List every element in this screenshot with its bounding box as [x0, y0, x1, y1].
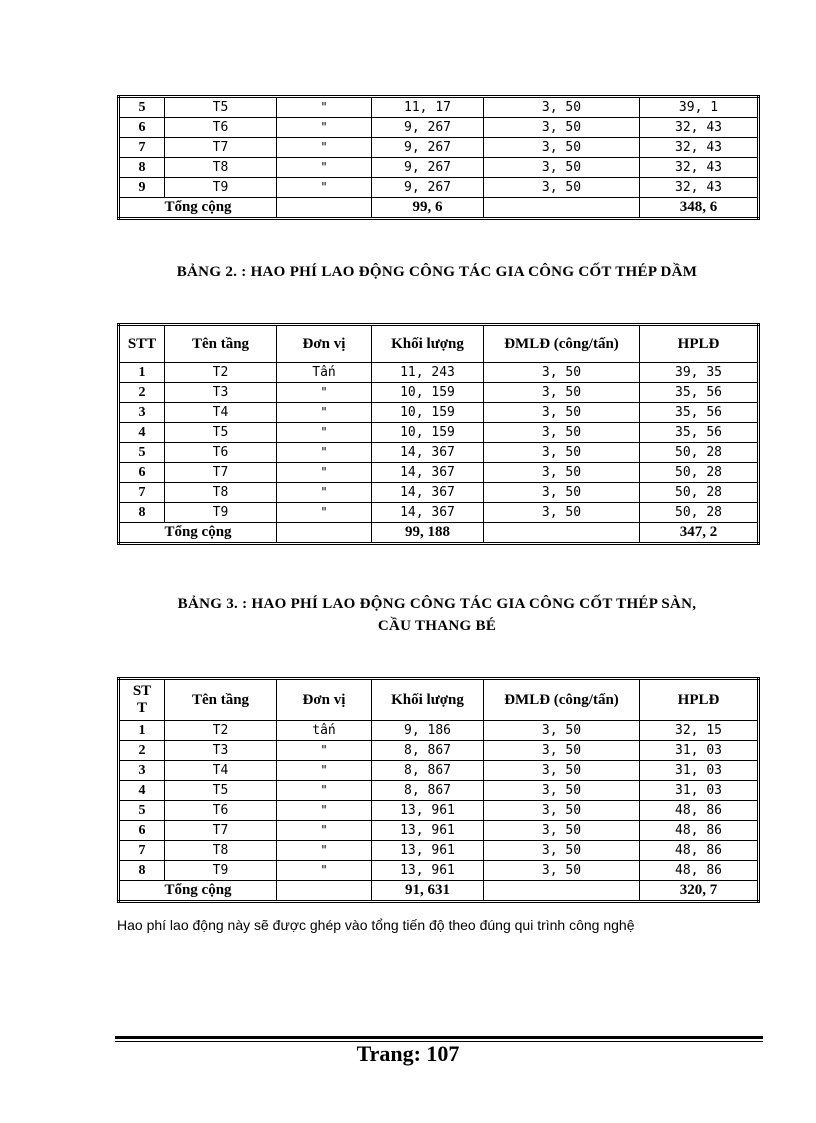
- table-1-body: [119, 97, 759, 219]
- table-3-caption: [117, 593, 757, 637]
- header-unit: Đơn vị: [277, 679, 372, 721]
- table-header-row: [119, 325, 759, 363]
- table-1: [117, 95, 760, 220]
- table-3-caption-line-1: BẢNG 3. : HAO PHÍ LAO ĐỘNG CÔNG TÁC GIA CÔNG CỐT THÉP SÀN,: [177, 596, 697, 612]
- header-norm: ĐMLĐ (công/tấn): [484, 325, 640, 363]
- table-3: [117, 677, 760, 903]
- table-row: 9 T9 " 9, 267 3, 50 32, 43: [119, 178, 759, 198]
- page-number: Trang: 107: [356, 1041, 460, 1066]
- table-row: 5 T6 " 14, 367 3, 50 50, 28: [119, 443, 759, 463]
- header-floor: Tên tầng: [165, 325, 277, 363]
- table-2: [117, 323, 760, 545]
- table-row: 6 T7 " 13, 961 3, 50 48, 86: [119, 821, 759, 841]
- table-row: 8 T9 " 14, 367 3, 50 50, 28: [119, 503, 759, 523]
- table-total-row: Tổng cộng 99, 6 348, 6: [119, 198, 759, 219]
- header-stt: ST T: [119, 679, 165, 721]
- table-row: 3 T4 " 10, 159 3, 50 35, 56: [119, 403, 759, 423]
- table-row: 8 T9 " 13, 961 3, 50 48, 86: [119, 861, 759, 881]
- header-norm: ĐMLĐ (công/tấn): [484, 679, 640, 721]
- footer-divider-thick: [115, 1036, 763, 1039]
- table-row: 5 T5 " 11, 17 3, 50 39, 1: [119, 97, 759, 118]
- table-row: 7 T8 " 13, 961 3, 50 48, 86: [119, 841, 759, 861]
- table-3-caption-line-2: CẦU THANG BÉ: [377, 618, 497, 634]
- table-row: 4 T5 " 10, 159 3, 50 35, 56: [119, 423, 759, 443]
- header-unit: Đơn vị: [277, 325, 372, 363]
- table-row: 5 T6 " 13, 961 3, 50 48, 86: [119, 801, 759, 821]
- table-2-body: [119, 363, 759, 544]
- header-volume: Khối lượng: [372, 679, 484, 721]
- table-header-row: [119, 679, 759, 721]
- header-stt: STT: [119, 325, 165, 363]
- table-3-body: [119, 721, 759, 902]
- header-floor: Tên tầng: [165, 679, 277, 721]
- table-row: 7 T7 " 9, 267 3, 50 32, 43: [119, 138, 759, 158]
- table-row: 8 T8 " 9, 267 3, 50 32, 43: [119, 158, 759, 178]
- table-row: 4 T5 " 8, 867 3, 50 31, 03: [119, 781, 759, 801]
- header-hpld: HPLĐ: [640, 325, 759, 363]
- header-volume: Khối lượng: [372, 325, 484, 363]
- table-row: 6 T7 " 14, 367 3, 50 50, 28: [119, 463, 759, 483]
- table-total-row: Tổng cộng 91, 631 320, 7: [119, 881, 759, 902]
- table-row: 1 T2 Tấn 11, 243 3, 50 39, 35: [119, 363, 759, 383]
- table-total-row: Tổng cộng 99, 188 347, 2: [119, 523, 759, 544]
- table-2-caption: BẢNG 2. : HAO PHÍ LAO ĐỘNG CÔNG TÁC GIA CÔNG CỐT THÉP DẦM: [176, 264, 698, 280]
- table-row: 2 T3 " 8, 867 3, 50 31, 03: [119, 741, 759, 761]
- table-row: 1 T2 tấn 9, 186 3, 50 32, 15: [119, 721, 759, 741]
- table-row: 3 T4 " 8, 867 3, 50 31, 03: [119, 761, 759, 781]
- table-row: 2 T3 " 10, 159 3, 50 35, 56: [119, 383, 759, 403]
- table-row: 7 T8 " 14, 367 3, 50 50, 28: [119, 483, 759, 503]
- note-text: Hao phí lao động này sẽ được ghép vào tổng tiến độ theo đúng qui trình công nghệ: [117, 917, 635, 933]
- table-row: 6 T6 " 9, 267 3, 50 32, 43: [119, 118, 759, 138]
- header-hpld: HPLĐ: [640, 679, 759, 721]
